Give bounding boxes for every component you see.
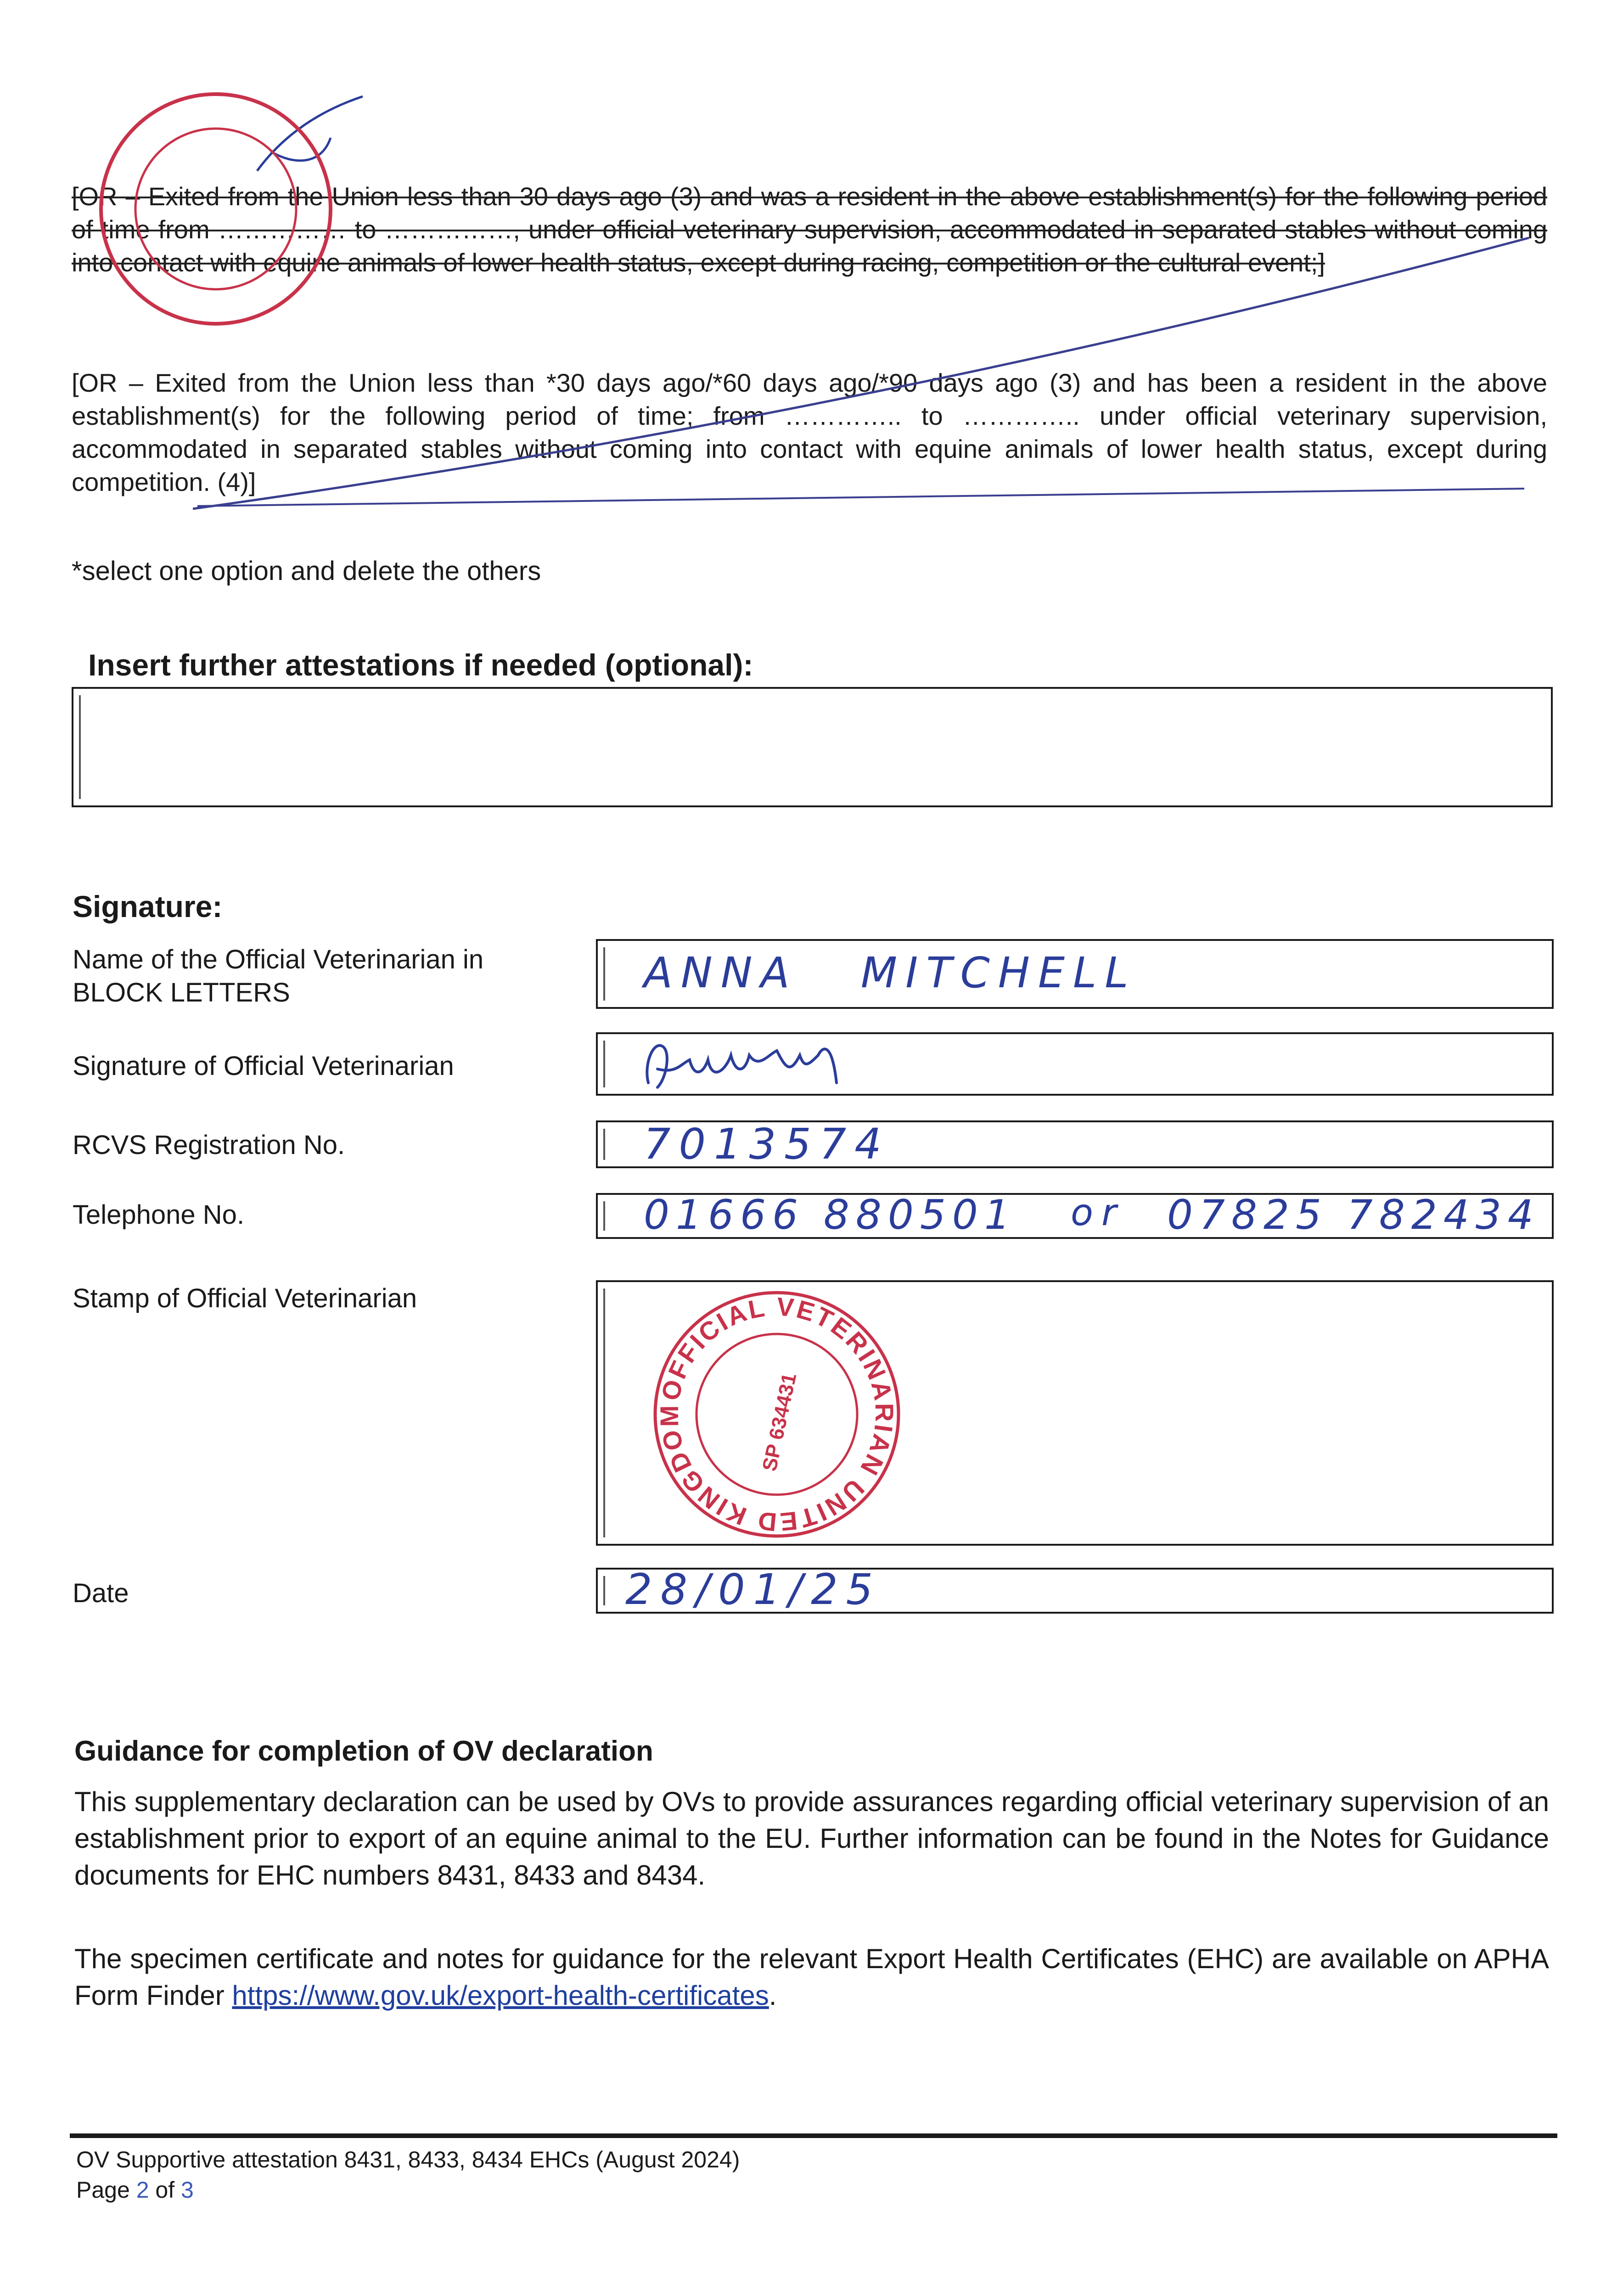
- further-attestations-field[interactable]: [72, 687, 1553, 807]
- signature-heading: Signature:: [73, 889, 223, 923]
- handwritten-signature: [639, 1037, 915, 1094]
- name-label: Name of the Official Veterinarian in BLOCK LETTERS: [73, 945, 484, 1007]
- guidance-paragraph-2: The specimen certificate and notes for guidance for the relevant Export Health Certificates (EHC) are available on APHA Form Finder https://www.gov.uk/export-health-certificates.: [74, 1943, 1549, 2011]
- name-field[interactable]: [596, 939, 1554, 1009]
- stamp-field[interactable]: [596, 1280, 1554, 1546]
- rcvs-value: 7013574: [644, 1120, 890, 1169]
- official-stamp-top: [78, 80, 354, 338]
- footer-title: OV Supportive attestation 8431, 8433, 8434 EHCs (August 2024): [76, 2147, 740, 2172]
- name-value: ANNA MITCHELL: [644, 948, 1137, 997]
- stamp-ring-text: OFFICIAL VETERINARIAN UNITED KINGDOM: [654, 1292, 899, 1537]
- date-value: 28/01/25: [625, 1565, 882, 1614]
- guidance-paragraph-1: This supplementary declaration can be used by OVs to provide assurances regarding official veterinary supervision of an establishment prior to export of an equine animal to the EU. Further information can be found in the Notes for Guidance documents for EHC numbers 8431, 8433 and 8434.: [74, 1786, 1549, 1891]
- form-finder-link[interactable]: https://www.gov.uk/export-health-certificates: [232, 1980, 769, 2011]
- footer-page: Page 2 of 3: [76, 2177, 194, 2203]
- guidance-heading: Guidance for completion of OV declaration: [74, 1735, 653, 1767]
- further-attestations-heading: Insert further attestations if needed (optional):: [88, 648, 753, 682]
- official-veterinarian-stamp: [648, 1286, 905, 1543]
- telephone-field[interactable]: [596, 1193, 1554, 1239]
- date-field[interactable]: [596, 1565, 1554, 1614]
- telephone-label: Telephone No.: [73, 1200, 245, 1230]
- select-note: *select one option and delete the others: [72, 556, 541, 586]
- date-label: Date: [73, 1578, 129, 1608]
- signature-field[interactable]: [596, 1032, 1554, 1096]
- telephone-value-1: 01666 880501: [644, 1191, 1016, 1238]
- attestation-option-a: [OR – Exited from the Union less than 30 days ago (3) and was a resident in the above establishment(s) for the following period of time from …………… to ……………, under official veterinary supervision, accommodated in separated stables without coming into contact with equine animals of lower health status, except during racing, competition or the cultural event;]: [72, 182, 1547, 277]
- telephone-or: or: [1071, 1191, 1125, 1234]
- rcvs-field[interactable]: [596, 1120, 1554, 1168]
- telephone-value-2: 07825 782434: [1167, 1191, 1540, 1238]
- footer-rule: [70, 2133, 1557, 2138]
- stamp-label: Stamp of Official Veterinarian: [73, 1283, 417, 1313]
- rcvs-label: RCVS Registration No.: [73, 1130, 345, 1160]
- signature-label: Signature of Official Veterinarian: [73, 1051, 454, 1081]
- stamp-number: SP 634431: [758, 1371, 801, 1474]
- attestation-option-b: [OR – Exited from the Union less than *30 days ago/*60 days ago/*90 days ago (3) and has been a resident in the above establishment(s) for the following period of time; from ………….. to ………….. under official veterinary supervision, accommodated in separated stables without coming into contact with equine animals of lower health status, except during competition. (4)]: [72, 368, 1547, 496]
